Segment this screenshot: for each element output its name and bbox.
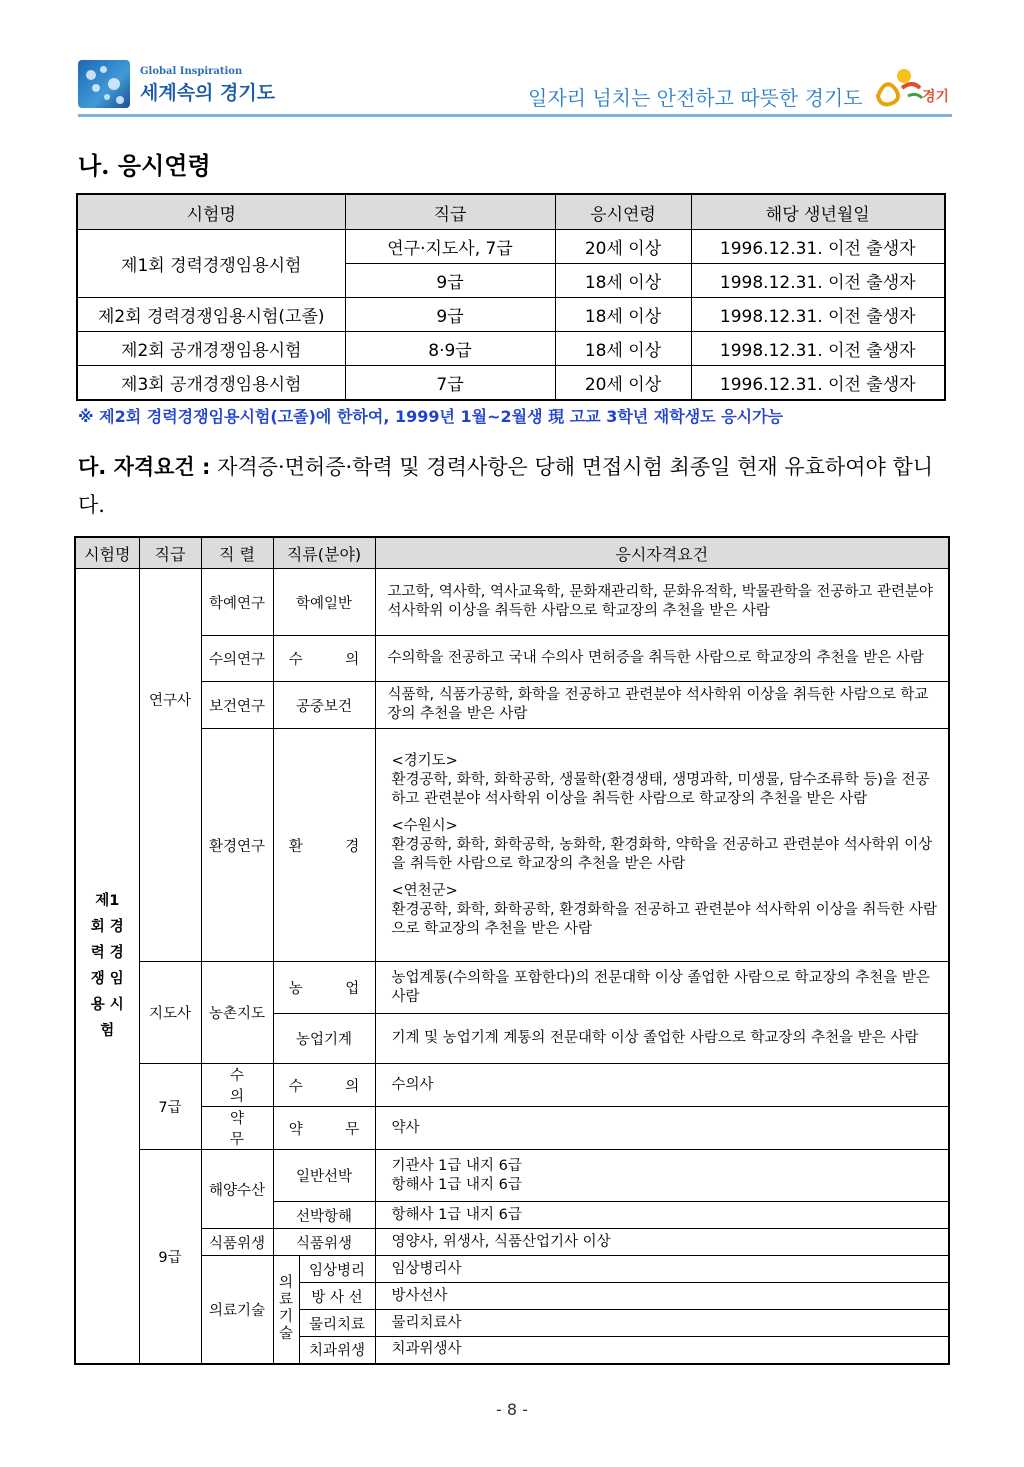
series-cell: 식품위생 — [201, 1229, 273, 1256]
brand-logo-icon — [872, 66, 950, 110]
requirement-cell: 농업계통(수의학을 포함한다)의 전문대학 이상 졸업한 사람으로 학교장의 추천을 받은 사람 — [375, 962, 949, 1014]
region-heading: <경기도> — [391, 752, 458, 769]
column-header: 시험명 — [75, 537, 139, 569]
birth-cell: 1998.12.31. 이전 출생자 — [691, 298, 945, 332]
field-cell: 방 사 선 — [299, 1283, 375, 1310]
column-header: 직급 — [139, 537, 201, 569]
table-row — [75, 1064, 949, 1107]
field-cell: 식품위생 — [273, 1229, 375, 1256]
grade-cell: 7급 — [345, 366, 555, 401]
series-cell: 농촌지도 — [201, 962, 273, 1064]
requirement-cell: 수의사 — [375, 1064, 949, 1107]
page-header — [78, 58, 952, 118]
table-row — [75, 636, 949, 682]
section-qual-paragraph — [78, 448, 950, 524]
table-row — [75, 569, 949, 636]
exam-cell: 제2회 공개경쟁임용시험 — [77, 332, 345, 366]
field-cell: 환 경 — [273, 729, 375, 962]
series-cell: 약 무 — [201, 1107, 273, 1150]
birth-cell: 1996.12.31. 이전 출생자 — [691, 366, 945, 401]
field-cell: 공중보건 — [273, 682, 375, 729]
column-header: 해당 생년월일 — [691, 194, 945, 230]
grade-cell: 7급 — [139, 1064, 201, 1150]
table-row — [75, 682, 949, 729]
age-cell: 20세 이상 — [555, 366, 691, 401]
table-row — [75, 1229, 949, 1256]
table-row — [77, 366, 945, 401]
requirement-cell: 수의학을 전공하고 국내 수의사 면허증을 취득한 사람으로 학교장의 추천을 받은 사람 — [375, 636, 949, 682]
requirement-line: 기관사 1급 내지 6급 — [391, 1157, 522, 1174]
grade-cell: 9급 — [345, 298, 555, 332]
exam-cell: 제2회 경력경쟁임용시험(고졸) — [77, 298, 345, 332]
logo-subtitle: Global Inspiration — [140, 66, 243, 77]
series-cell: 수의연구 — [201, 636, 273, 682]
requirement-cell: 방사선사 — [375, 1283, 949, 1310]
column-header: 시험명 — [77, 194, 345, 230]
requirement-cell: 영양사, 위생사, 식품산업기사 이상 — [375, 1229, 949, 1256]
region-heading: <연천군> — [391, 882, 458, 899]
region-text: 환경공학, 화학, 화학공학, 생물학(환경생태, 생명과학, 미생물, 담수조류학 등)을 전공하고 관련분야 석사학위 이상을 취득한 사람으로 학교장의 추천을 받은 사람 — [391, 771, 930, 807]
requirement-cell: 항해사 1급 내지 6급 — [375, 1202, 949, 1229]
field-cell: 학예일반 — [273, 569, 375, 636]
grade-cell: 지도사 — [139, 962, 201, 1064]
field-cell: 임상병리 — [299, 1256, 375, 1283]
series-cell: 보건연구 — [201, 682, 273, 729]
age-note: ※ 제2회 경력경쟁임용시험(고졸)에 한하여, 1999년 1월~2월생 現 고교 3학년 재학생도 응시가능 — [78, 407, 784, 426]
section-qual-title: 다. 자격요건 : — [78, 455, 211, 479]
series-cell: 환경연구 — [201, 729, 273, 962]
requirement-cell: 기계 및 농업기계 계통의 전문대학 이상 졸업한 사람으로 학교장의 추천을 받은 사람 — [375, 1014, 949, 1064]
series-cell: 학예연구 — [201, 569, 273, 636]
birth-cell: 1998.12.31. 이전 출생자 — [691, 264, 945, 298]
requirement-cell: 식품학, 식품가공학, 화학을 전공하고 관련분야 석사학위 이상을 취득한 사람으로 학교장의 추천을 받은 사람 — [375, 682, 949, 729]
age-cell: 20세 이상 — [555, 230, 691, 264]
table-header-row — [77, 194, 945, 230]
birth-cell: 1998.12.31. 이전 출생자 — [691, 332, 945, 366]
field-cell: 치과위생 — [299, 1337, 375, 1364]
birth-cell: 1996.12.31. 이전 출생자 — [691, 230, 945, 264]
table-row — [75, 962, 949, 1014]
field-cell: 수 의 — [273, 1064, 375, 1107]
header-divider — [78, 114, 952, 117]
exam-cell: 제1회 경력경쟁임용시험 — [77, 230, 345, 298]
requirement-cell: 치과위생사 — [375, 1337, 949, 1364]
requirement-cell: 고고학, 역사학, 역사교육학, 문화재관리학, 문화유적학, 박물관학을 전공하고 관련분야 석사학위 이상을 취득한 사람으로 학교장의 추천을 받은 사람 — [375, 569, 949, 636]
requirement-line: 항해사 1급 내지 6급 — [391, 1176, 522, 1193]
requirement-cell: 물리치료사 — [375, 1310, 949, 1337]
grade-cell: 9급 — [139, 1150, 201, 1364]
gyeonggi-logo-icon — [78, 60, 130, 108]
region-heading: <수원시> — [391, 817, 458, 834]
table-header-row — [75, 537, 949, 569]
age-cell: 18세 이상 — [555, 298, 691, 332]
section-qual-text: 자격증·면허증·학력 및 경력사항은 당해 면접시험 최종일 현재 유효하여야 합니다. — [78, 455, 934, 517]
column-header: 응시자격요건 — [375, 537, 949, 569]
region-text: 환경공학, 화학, 화학공학, 환경화학을 전공하고 관련분야 석사학위 이상을 취득한 사람으로 학교장의 추천을 받은 사람 — [391, 901, 938, 937]
field-cell: 농 업 — [273, 962, 375, 1014]
section-age-title: 나. 응시연령 — [78, 151, 211, 180]
logo-title: 세계속의 경기도 — [140, 82, 276, 104]
page-number: - 8 - — [496, 1400, 528, 1419]
sub-series-cell — [273, 1256, 299, 1364]
field-cell: 농업기계 — [273, 1014, 375, 1064]
series-cell: 해양수산 — [201, 1150, 273, 1229]
requirement-cell — [375, 729, 949, 962]
table-row — [77, 332, 945, 366]
field-cell: 수 의 — [273, 636, 375, 682]
table-row — [77, 298, 945, 332]
qualification-table — [74, 536, 950, 1365]
exam-cell: 제3회 공개경쟁임용시험 — [77, 366, 345, 401]
table-row — [75, 729, 949, 962]
column-header: 직류(분야) — [273, 537, 375, 569]
column-header: 직급 — [345, 194, 555, 230]
column-header: 직 렬 — [201, 537, 273, 569]
exam-name-cell — [75, 569, 139, 1364]
field-cell: 약 무 — [273, 1107, 375, 1150]
sub-series-label: 의료기술 — [278, 1275, 293, 1343]
region-text: 환경공학, 화학, 화학공학, 농화학, 환경화학, 약학을 전공하고 관련분야 석사학위 이상을 취득한 사람으로 학교장의 추천을 받은 사람 — [391, 836, 933, 872]
grade-cell: 연구·지도사, 7급 — [345, 230, 555, 264]
field-cell: 선박항해 — [273, 1202, 375, 1229]
table-row — [75, 1150, 949, 1202]
requirement-cell: 임상병리사 — [375, 1256, 949, 1283]
series-cell: 의료기술 — [201, 1256, 273, 1364]
column-header: 응시연령 — [555, 194, 691, 230]
age-table — [76, 193, 946, 401]
table-row — [75, 1107, 949, 1150]
age-cell: 18세 이상 — [555, 264, 691, 298]
table-row — [77, 230, 945, 264]
grade-cell: 8·9급 — [345, 332, 555, 366]
series-cell: 수 의 — [201, 1064, 273, 1107]
requirement-cell — [375, 1150, 949, 1202]
slogan: 일자리 넘치는 안전하고 따뜻한 경기도 — [528, 86, 863, 110]
age-cell: 18세 이상 — [555, 332, 691, 366]
grade-cell: 연구사 — [139, 569, 201, 962]
field-cell: 일반선박 — [273, 1150, 375, 1202]
brand-text: 경기 — [922, 89, 950, 105]
exam-name: 제1회 경력 경쟁 임용 시험 — [90, 892, 124, 1039]
grade-cell: 9급 — [345, 264, 555, 298]
field-cell: 물리치료 — [299, 1310, 375, 1337]
requirement-cell: 약사 — [375, 1107, 949, 1150]
table-row — [75, 1256, 949, 1283]
